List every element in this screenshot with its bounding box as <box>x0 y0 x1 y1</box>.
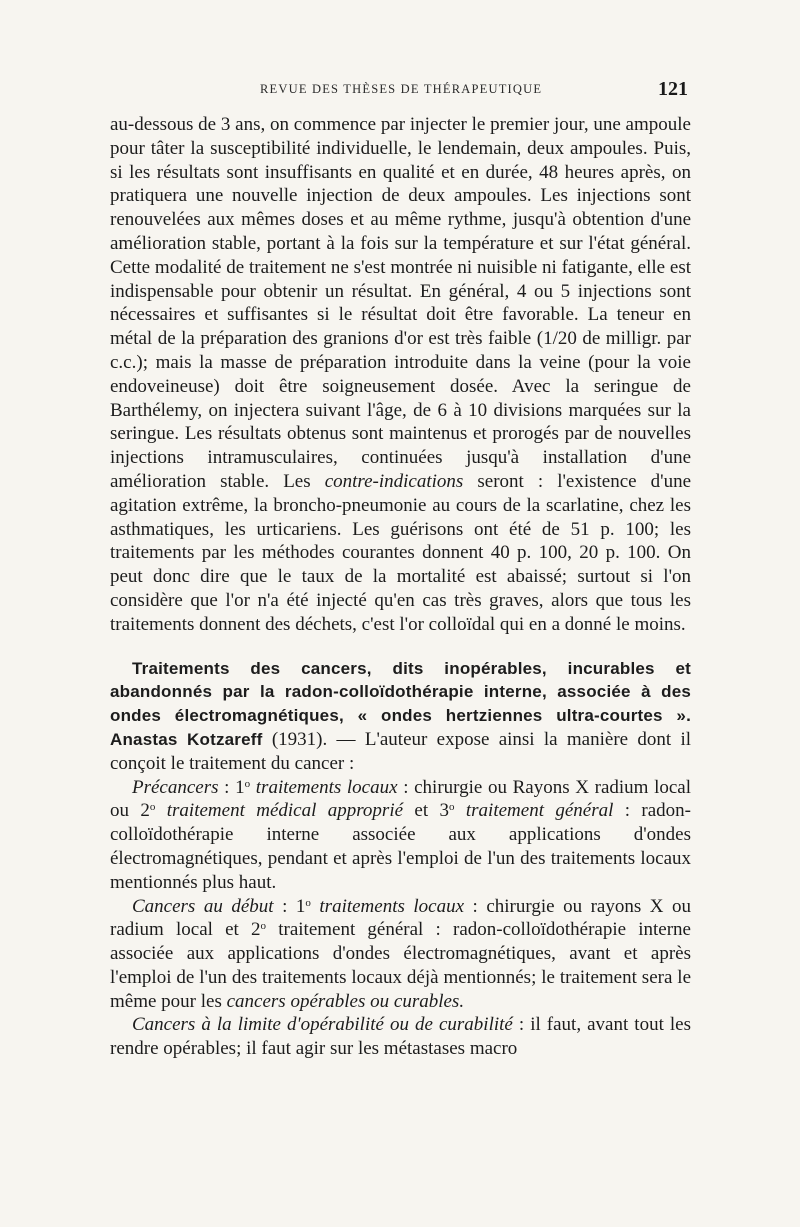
italic-term: contre-indications <box>324 470 464 492</box>
paragraph-precancers: Précancers : 1$^o$ traitements locaux : chirurgie ou Rayons X radium local ou 2$^o$ traitement médical approprié et 3$^o$ traitement général : radon-colloïdothérapie interne associée aux applications d'ondes électromagnétiques, pendant et après l'emploi de l'un des traitements locaux mentionnés plus haut. <box>110 776 692 893</box>
italic-term: cancers opérables ou curables. <box>226 990 465 1012</box>
body-text <box>110 113 691 1061</box>
running-header <box>110 78 688 102</box>
italic-term: traitement médical approprié <box>166 800 404 822</box>
page-number: 121 <box>658 78 688 100</box>
subheading: Précancers <box>132 776 219 798</box>
italic-term: traitements locaux <box>319 895 465 917</box>
paragraph-text: au-dessous de 3 ans, on commence par injecter le premier jour, une ampoule pour tâter la susceptibilité individuelle, le lendemain, deux ampoules. Puis, si les résultats sont insuffisants en qualité et en durée, 48 heures après, on pratiquera une nouvelle injection de deux ampoules. Les injections sont renouvelées aux mêmes doses et au même rythme, jusqu'à obtention d'une amélioration stable, portant à la fois sur la température et sur l'état général. Cette modalité de traitement ne s'est montrée ni nuisible ni fatigante, elle est indispensable pour obtenir un résultat. En général, 4 ou 5 injections sont nécessaires et suffisantes si le résultat doit être favorable. La teneur en métal de la préparation des granions d'or est très faible (1/20 de milligr. par c.c.); mais la masse de préparation introduite dans la veine (pour la voie endoveineuse) doit être soigneusement dosée. Avec la seringue de Barthélemy, on injectera suivant l'âge, de 6 à 10 divisions marquées sur la seringue. Les résultats obtenus sont maintenus et prorogés par de nouvelles injections intramusculaires, continuées jusqu'à installation d'une amélioration stable. Les <box>110 114 691 492</box>
section-entry <box>110 657 691 776</box>
italic-term: traitements locaux <box>255 776 398 798</box>
paragraph-cancers-limite: Cancers à la limite d'opérabilité ou de curabilité : il faut, avant tout les rendre opérables; il faut agir sur les métastases macro <box>110 1014 691 1060</box>
section-year: (1931). <box>271 728 328 750</box>
section-intro: — L'auteur expose ainsi la manière dont il conçoit le traitement du cancer : <box>110 728 692 774</box>
section-title: Traitements des cancers, dits inopérables, incurables et abandonnés par la radon-colloïdothérapie interne, associée à des ondes électromagnétiques, « ondes hertziennes ultra-courtes ». Anastas Kotzareff <box>110 658 691 749</box>
italic-term: traitement général <box>465 800 614 822</box>
subheading: Cancers à la limite d'opérabilité ou de curabilité <box>132 1014 513 1036</box>
running-title: REVUE DES THÈSES DE THÉRAPEUTIQUE <box>260 82 543 96</box>
subheading: Cancers au début <box>132 895 274 917</box>
paragraph-gold-treatment <box>110 113 691 637</box>
paragraph-cancers-debut: Cancers au début : 1$^o$ traitements locaux : chirurgie ou rayons X ou radium local et 2$^o$ traitement général : radon-colloïdothérapie interne associée aux applications d'ondes électromagnétiques, avant et après l'emploi de l'un des traitements locaux déjà mentionnés; le traitement sera le même pour les cancers opérables ou curables. <box>110 895 692 1012</box>
paragraph-text: seront : l'existence d'une agitation extrême, la broncho-pneumonie au cours de la scarlatine, chez les asthmatiques, les urticariens. Les guérisons ont été de 51 p. 100; les traitements par les méthodes courantes donnent 40 p. 100, 20 p. 100. On peut donc dire que le taux de la mortalité est abaissé; surtout si l'on considère que l'or n'a été injecté qu'en cas très graves, alors que tous les traitements donnent des déchets, c'est l'or colloïdal qui en a donné le moins. <box>110 470 691 635</box>
